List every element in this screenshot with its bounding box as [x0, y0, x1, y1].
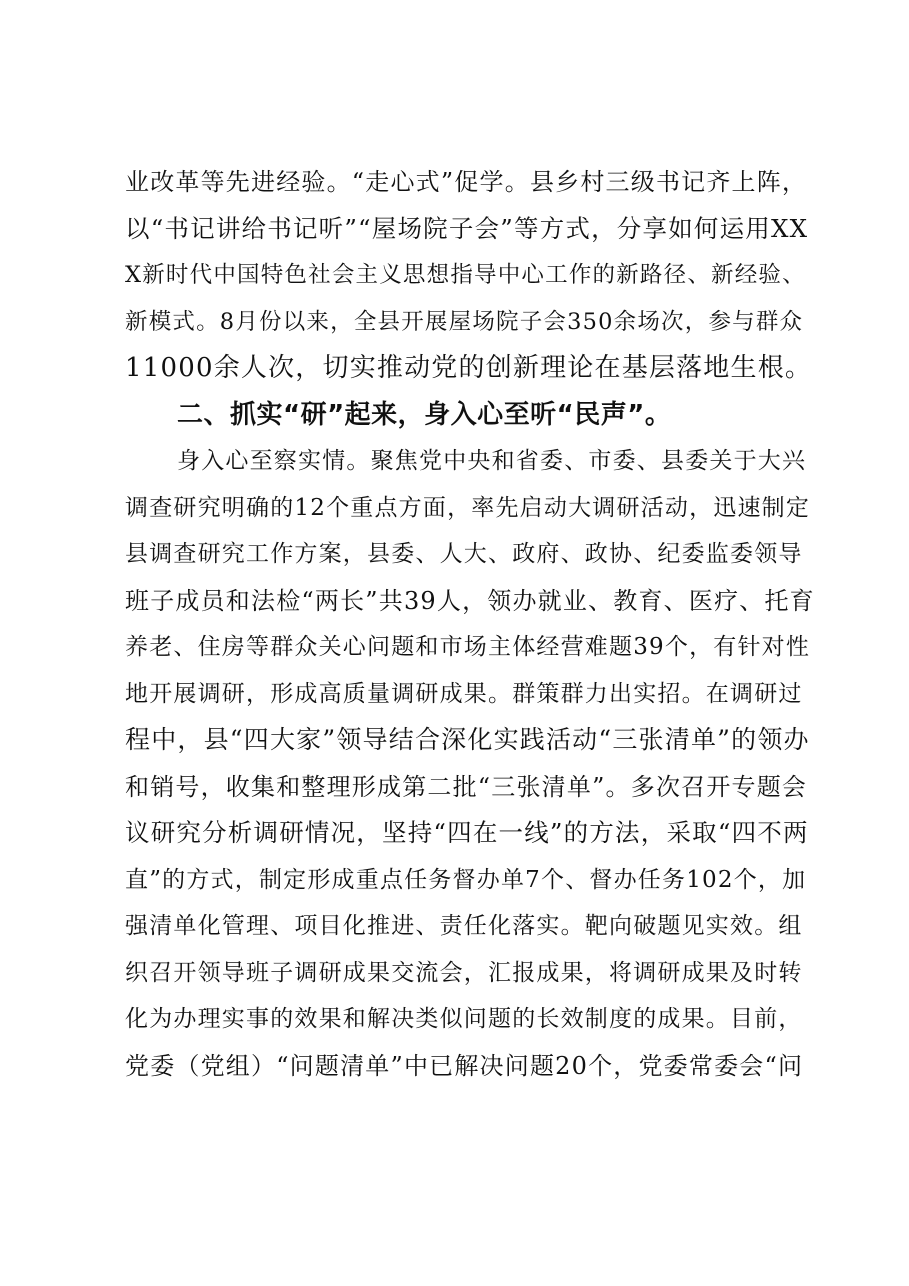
text-line: 强清单化管理、项目化推进、责任化落实。靶向破题见实效。组: [125, 913, 803, 939]
text-line: 以“书记讲给书记听”“屋场院子会”等方式，分享如何运用XX: [125, 213, 809, 243]
text-line: 程中，县“四大家”领导结合深化实践活动“三张清单”的领办: [125, 725, 810, 754]
text-line: X新时代中国特色社会主义思想指导中心工作的新路径、新经验、: [125, 262, 806, 288]
text-line: 养老、住房等群众关心问题和市场主体经营难题39个，有针对性: [125, 634, 811, 660]
text-line: 化为办理实事的效果和解决类似问题的长效制度的成果。目前，: [125, 1006, 803, 1032]
text-line: 班子成员和法检“两长”共39人，领办就业、教育、医疗、托育: [125, 586, 815, 615]
text-line: 11000余人次，切实推动党的创新理论在基层落地生根。: [125, 353, 813, 383]
body-text: [125, 159, 815, 1089]
text-line: 和销号，收集和整理形成第二批“三张清单”。多次召开专题会: [125, 772, 808, 801]
text-line: 县调查研究工作方案，县委、人大、政府、政协、纪委监委领导: [125, 541, 803, 567]
text-line: 议研究分析调研情况，坚持“四在一线”的方法，采取“四不两: [125, 818, 809, 847]
text-line: 调查研究明确的12个重点方面，率先启动大调研活动，迅速制定: [125, 494, 811, 521]
text-line: 直”的方式，制定形成重点任务督办单7个、督办任务102个，加: [125, 866, 807, 893]
text-line: 身入心至察实情。聚焦党中央和省委、市委、县委关于大兴: [177, 448, 807, 474]
text-line: 地开展调研，形成高质量调研成果。群策群力出实招。在调研过: [125, 680, 803, 707]
text-line: 党委（党组）“问题清单”中已解决问题20个，党委常委会“问: [125, 1051, 804, 1080]
text-line: 织召开领导班子调研成果交流会，汇报成果，将调研成果及时转: [125, 959, 803, 986]
text-line: 新模式。8月份以来，全县开展屋场院子会350余场次，参与群众: [125, 308, 804, 335]
section-heading: 二、抓实“研”起来，身入心至听“民声”。: [177, 399, 672, 430]
text-line: 业改革等先进经验。“走心式”促学。县乡村三级书记齐上阵，: [125, 168, 808, 196]
